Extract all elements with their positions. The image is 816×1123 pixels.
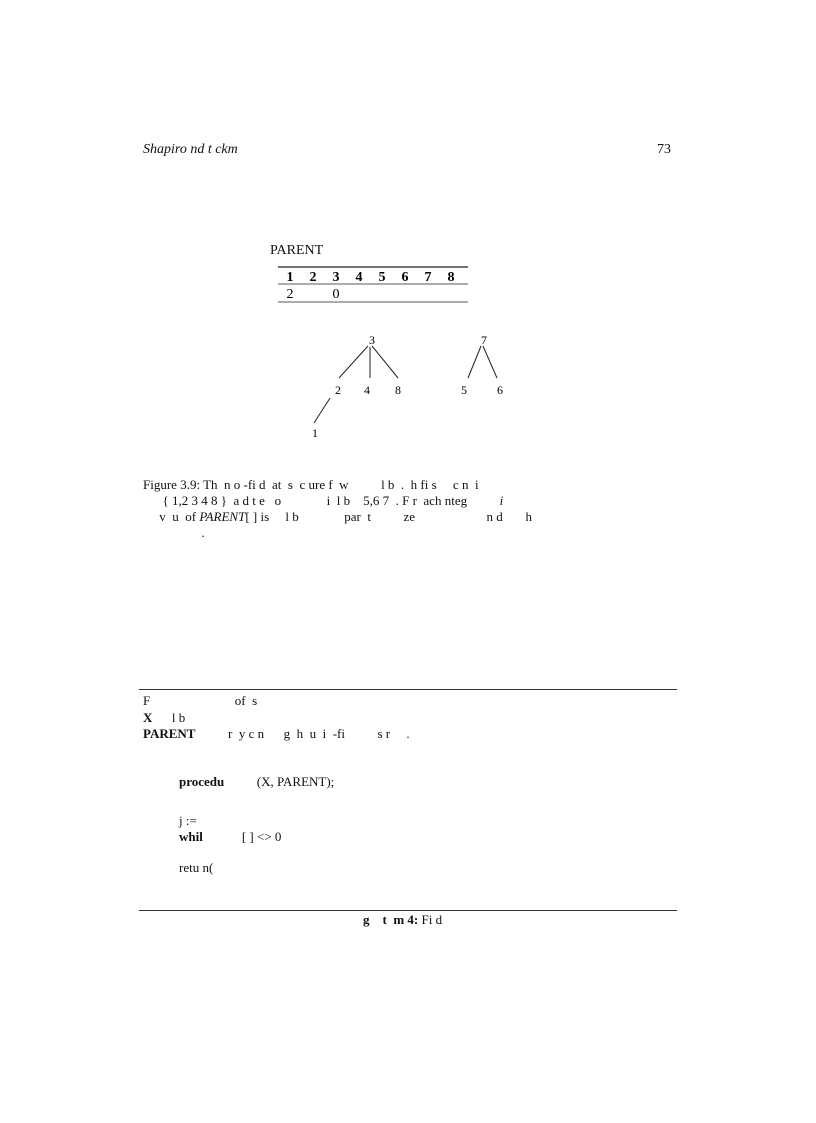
running-header-authors: Shapiro nd t ckm bbox=[143, 142, 238, 157]
algorithm-input-x bbox=[143, 710, 185, 726]
algorithm-name: Fi d bbox=[421, 912, 443, 927]
tree-node: 8 bbox=[395, 383, 401, 397]
x-desc: l b bbox=[171, 710, 186, 725]
algorithm-top-rule bbox=[139, 689, 677, 690]
caption-line: v u of bbox=[159, 509, 200, 524]
tree-edge bbox=[339, 346, 368, 378]
alg-desc-b: of s bbox=[234, 693, 258, 708]
page-number: 73 bbox=[657, 142, 671, 157]
array-value-cell: 0 bbox=[332, 287, 340, 302]
algorithm-description bbox=[143, 693, 257, 709]
figure-caption bbox=[143, 477, 532, 541]
algorithm-number: g t m 4: bbox=[363, 912, 419, 927]
tree-node: 6 bbox=[497, 383, 503, 397]
tree-edge bbox=[372, 346, 398, 378]
array-index-cell: 8 bbox=[447, 270, 455, 285]
tree-node: 3 bbox=[369, 333, 375, 347]
x-label: X bbox=[143, 710, 153, 725]
array-index-cell: 1 bbox=[286, 270, 294, 285]
return-line: retu n( bbox=[179, 860, 214, 875]
while-line bbox=[179, 829, 281, 845]
assign-line: j := bbox=[179, 813, 197, 828]
tree-node: 5 bbox=[461, 383, 467, 397]
array-index-cell: 4 bbox=[355, 270, 363, 285]
procedure-keyword: procedu bbox=[179, 774, 225, 789]
caption-line: { 1,2 3 4 8 } a d t e o i l b 5,6 7 . F r ach nteg bbox=[162, 493, 500, 508]
array-value-cell: 2 bbox=[286, 287, 294, 302]
caption-variable: i bbox=[499, 493, 504, 508]
algorithm-input-parent bbox=[143, 726, 410, 742]
caption-parent-ref: PARENT bbox=[199, 509, 246, 524]
procedure-signature: (X, PARENT); bbox=[256, 774, 335, 789]
alg-desc-a: F bbox=[143, 693, 151, 708]
algorithm-caption bbox=[363, 912, 442, 928]
array-index-cell: 7 bbox=[424, 270, 432, 285]
tree-node: 4 bbox=[364, 383, 370, 397]
caption-prefix: Figure 3.9: bbox=[143, 477, 201, 492]
tree-node: 7 bbox=[481, 333, 487, 347]
caption-line: [ ] is l b par t ze n d h bbox=[245, 509, 533, 524]
tree-edge bbox=[483, 346, 497, 378]
array-index-cell: 5 bbox=[378, 270, 386, 285]
tree-edge bbox=[314, 398, 330, 423]
while-keyword: whil bbox=[179, 829, 203, 844]
parent-desc: r y c n g h u i -fi s r . bbox=[227, 726, 410, 741]
array-label: PARENT bbox=[270, 243, 324, 258]
procedure-line bbox=[179, 774, 334, 790]
parent-label: PARENT bbox=[143, 726, 196, 741]
tree-edge bbox=[468, 346, 481, 378]
tree-node: 1 bbox=[312, 426, 318, 440]
array-index-cell: 6 bbox=[401, 270, 409, 285]
array-index-cell: 3 bbox=[332, 270, 340, 285]
array-index-cell: 2 bbox=[309, 270, 317, 285]
caption-line: . bbox=[201, 525, 205, 540]
caption-line: Th n o -fi d at s c ure f w l b . h fi s c n i bbox=[203, 477, 479, 492]
while-condition: [ ] <> 0 bbox=[241, 829, 282, 844]
algorithm-bottom-rule bbox=[139, 910, 677, 911]
tree-node: 2 bbox=[335, 383, 341, 397]
